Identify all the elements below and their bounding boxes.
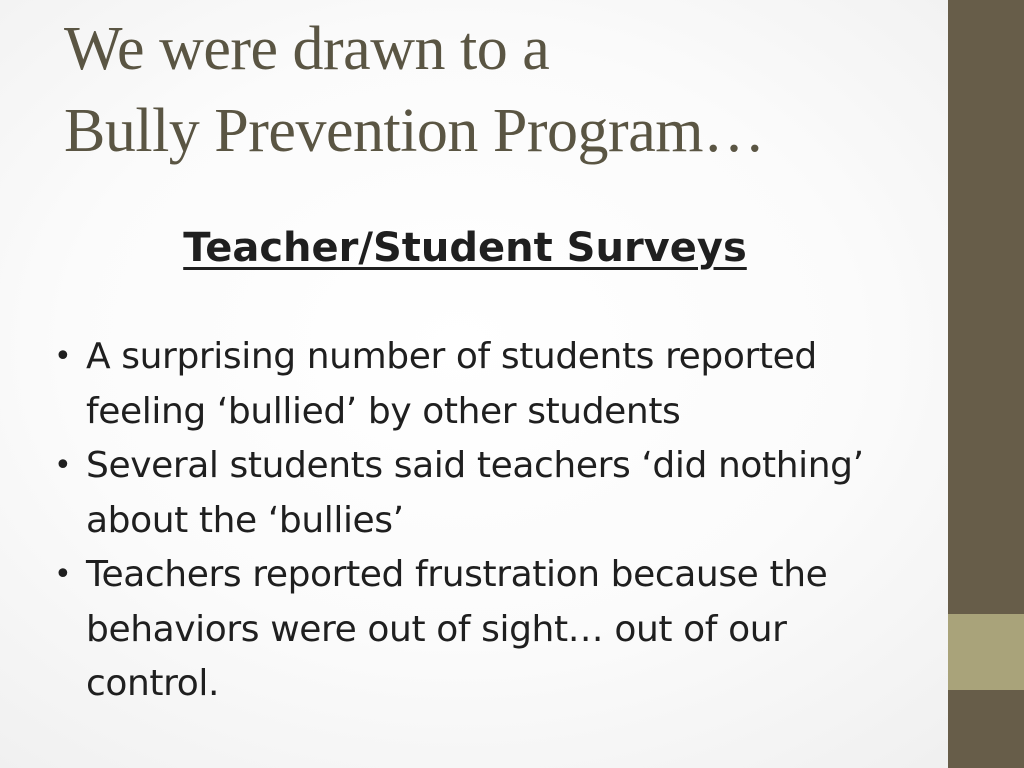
sidebar-accent-block: [948, 614, 1024, 690]
slide-title: [64, 8, 924, 172]
bullet-icon: •: [54, 557, 72, 592]
bullet-item-2: [54, 439, 914, 548]
bullet-text-2: Several students said teachers ‘did nothing’ about the ‘bullies’: [86, 445, 864, 541]
bullet-item-3: [54, 548, 914, 712]
slide-subtitle: [0, 222, 930, 274]
slide-title-line-1: We were drawn to a: [64, 15, 550, 83]
bullet-text-3: Teachers reported frustration because the behaviors were out of sight… out of our control.: [86, 554, 828, 704]
bullet-icon: •: [54, 448, 72, 483]
slide-subtitle-text: Teacher/Student Surveys: [183, 225, 747, 271]
bullet-text-1: A surprising number of students reported feeling ‘bullied’ by other students: [86, 336, 817, 432]
bullet-icon: •: [54, 339, 72, 374]
bullet-item-1: [54, 330, 914, 439]
bullet-list: [54, 330, 914, 712]
slide-title-line-2: Bully Prevention Program…: [64, 97, 765, 165]
